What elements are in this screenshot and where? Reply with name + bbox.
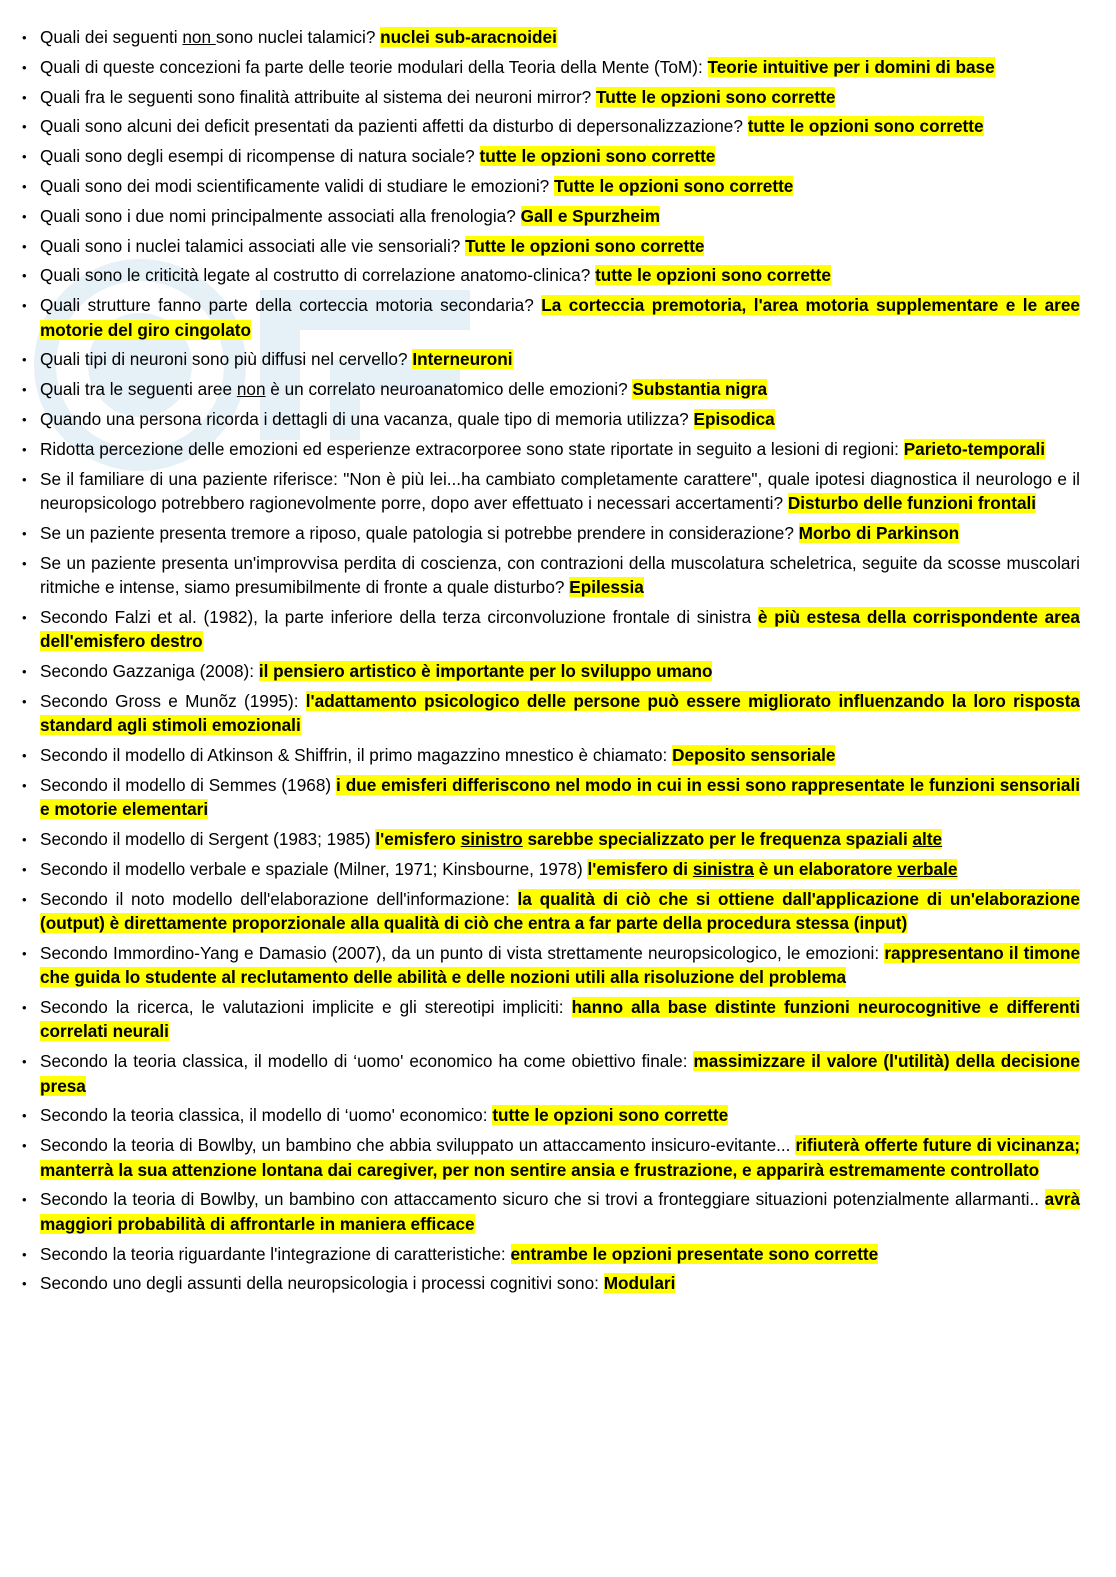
text-segment: Ridotta percezione delle emozioni ed esperienze extracorporee sono state riportate in seguito a lesioni di regioni: bbox=[40, 438, 899, 459]
text-segment: Se un paziente presenta un'improvvisa perdita di coscienza, con contrazioni della muscolatura scheletrica, seguite da scosse muscolari ritmiche e intense, siamo presumibilmente di fronte a quale disturbo? bbox=[40, 552, 1080, 597]
bullet-icon: • bbox=[22, 945, 27, 961]
highlighted-answer bbox=[492, 1105, 728, 1125]
list-item bbox=[22, 1133, 1080, 1182]
text-segment: Episodica bbox=[693, 408, 775, 429]
text-segment: tutte le opzioni sono corrette bbox=[479, 146, 716, 167]
highlighted-answer bbox=[259, 661, 713, 681]
text-segment: avrà maggiori probabilità di affrontarle in maniera efficace bbox=[40, 1189, 1081, 1234]
bullet-icon: • bbox=[22, 382, 27, 398]
highlighted-answer bbox=[380, 27, 557, 47]
highlighted-answer bbox=[748, 116, 984, 136]
text-segment: Quali dei seguenti bbox=[40, 27, 183, 47]
question-text bbox=[40, 859, 583, 879]
question-text bbox=[40, 1189, 1039, 1209]
question-text bbox=[40, 1244, 506, 1264]
question-text bbox=[40, 1051, 687, 1071]
list-item bbox=[22, 25, 1080, 49]
underlined-text: non bbox=[182, 27, 216, 47]
text-segment: Quando una persona ricorda i dettagli di una vacanza, quale tipo di memoria utilizza? bbox=[40, 408, 689, 429]
bullet-icon: • bbox=[22, 777, 27, 793]
bullet-icon: • bbox=[22, 609, 27, 625]
list-item bbox=[22, 773, 1080, 822]
bullet-icon: • bbox=[22, 298, 27, 314]
list-item bbox=[22, 377, 1080, 401]
bullet-icon: • bbox=[22, 525, 27, 541]
list-item bbox=[22, 263, 1080, 287]
highlighted-answer bbox=[465, 236, 704, 256]
list-item bbox=[22, 204, 1080, 228]
list-item bbox=[22, 1187, 1080, 1236]
text-segment: Secondo il modello di Atkinson & Shiffrin, il primo magazzino mnestico è chiamato: bbox=[40, 744, 668, 765]
text-segment: sono nuclei talamici? bbox=[215, 27, 376, 47]
bullet-icon: • bbox=[22, 119, 27, 135]
question-text bbox=[40, 829, 371, 849]
list-item bbox=[22, 941, 1080, 990]
list-item bbox=[22, 407, 1080, 431]
bullet-icon: • bbox=[22, 1108, 27, 1124]
text-segment: Quali sono degli esempi di ricompense di natura sociale? bbox=[40, 146, 475, 167]
text-segment: la qualità di ciò che si ottiene dall'applicazione di un'elaborazione (output) è direttamente proporzionale alla qualità di ciò che entra a far parte della procedura stessa (input) bbox=[40, 888, 1080, 933]
question-text bbox=[40, 889, 510, 909]
bullet-icon: • bbox=[22, 693, 27, 709]
highlighted-answer bbox=[604, 1273, 676, 1293]
list-item bbox=[22, 1242, 1080, 1266]
text-segment: Teorie intuitive per i domini di base bbox=[707, 56, 995, 77]
question-text bbox=[40, 691, 298, 711]
text-segment: è un correlato neuroanatomico delle emozioni? bbox=[265, 379, 628, 400]
text-segment: il pensiero artistico è importante per lo sviluppo umano bbox=[258, 660, 713, 681]
question-answer-list bbox=[22, 25, 1080, 1301]
text-segment: Secondo la ricerca, le valutazioni implicite e gli stereotipi impliciti: bbox=[40, 996, 564, 1017]
highlighted-answer bbox=[799, 523, 959, 543]
highlighted-answer bbox=[587, 859, 957, 879]
text-segment: Quali sono le criticità legate al costrutto di correlazione anatomo-clinica? bbox=[40, 265, 591, 286]
highlighted-answer bbox=[708, 57, 995, 77]
list-item bbox=[22, 293, 1080, 342]
text-segment: Secondo la teoria classica, il modello di ‘uomo' economico: bbox=[40, 1105, 488, 1126]
text-segment: hanno alla base distinte funzioni neurocognitive e differenti correlati neurali bbox=[40, 996, 1080, 1042]
text-segment: Secondo la teoria di Bowlby, un bambino che abbia sviluppato un attaccamento insicuro-evitante... bbox=[40, 1135, 791, 1156]
bullet-icon: • bbox=[22, 411, 27, 427]
text-segment: entrambe le opzioni presentate sono corrette bbox=[510, 1243, 879, 1264]
bullet-icon: • bbox=[22, 1276, 27, 1292]
question-text bbox=[40, 1135, 790, 1155]
text-segment: Secondo la teoria di Bowlby, un bambino con attaccamento sicuro che si trovi a fronteggiare situazioni potenzialmente allarmanti.. bbox=[40, 1189, 1040, 1210]
question-text bbox=[40, 236, 460, 256]
question-text bbox=[40, 997, 564, 1017]
question-text bbox=[40, 265, 590, 285]
text-segment: Secondo la teoria classica, il modello di ‘uomo' economico ha come obiettivo finale: bbox=[40, 1051, 688, 1072]
bullet-icon: • bbox=[22, 1054, 27, 1070]
question-text bbox=[40, 1105, 488, 1125]
text-segment: tutte le opzioni sono corrette bbox=[492, 1105, 729, 1126]
text-segment: nuclei sub-aracnoidei bbox=[380, 27, 557, 47]
list-item bbox=[22, 995, 1080, 1044]
list-item bbox=[22, 437, 1080, 461]
text-segment: i due emisferi differiscono nel modo in cui in essi sono rappresentate le funzioni sensoriali e motorie elementari bbox=[40, 774, 1080, 820]
question-text bbox=[40, 206, 516, 226]
list-item bbox=[22, 55, 1080, 79]
text-segment: massimizzare il valore (l'utilità) della decisione presa bbox=[40, 1051, 1080, 1096]
highlighted-answer bbox=[569, 577, 644, 597]
list-item bbox=[22, 347, 1080, 371]
bullet-icon: • bbox=[22, 747, 27, 763]
list-item bbox=[22, 1049, 1080, 1098]
bullet-icon: • bbox=[22, 178, 27, 194]
text-segment: è più estesa della corrispondente area dell'emisfero destro bbox=[40, 606, 1080, 652]
question-text bbox=[40, 1273, 599, 1293]
list-item bbox=[22, 689, 1080, 738]
bullet-icon: • bbox=[22, 268, 27, 284]
text-segment: Modulari bbox=[603, 1273, 676, 1294]
highlighted-answer bbox=[412, 349, 512, 369]
text-segment: Secondo il modello verbale e spaziale (Milner, 1971; Kinsbourne, 1978) bbox=[40, 858, 583, 879]
bullet-icon: • bbox=[22, 471, 27, 487]
highlighted-answer bbox=[672, 745, 835, 765]
bullet-icon: • bbox=[22, 1192, 27, 1208]
question-text bbox=[40, 745, 667, 765]
question-text bbox=[40, 439, 899, 459]
text-segment: Secondo Gross e Munõz (1995): bbox=[40, 690, 299, 711]
text-segment: Quali tipi di neuroni sono più diffusi nel cervello? bbox=[40, 349, 408, 370]
text-segment: l'adattamento psicologico delle persone può essere migliorato influenzando la loro risposta standard agli stimoli emozionali bbox=[40, 690, 1080, 736]
question-text bbox=[40, 27, 375, 47]
text-segment: Quali strutture fanno parte della corteccia motoria secondaria? bbox=[40, 295, 534, 316]
bullet-icon: • bbox=[22, 1246, 27, 1262]
text-segment: La corteccia premotoria, l'area motoria supplementare e le aree motorie del giro cingolato bbox=[40, 295, 1080, 340]
highlighted-answer bbox=[521, 206, 660, 226]
text-segment: rappresentano il timone che guida lo studente al reclutamento delle abilità e delle nozioni utili alla risoluzione del problema bbox=[40, 942, 1081, 988]
text-segment: l'emisfero bbox=[375, 828, 461, 849]
question-text bbox=[40, 661, 254, 681]
text-segment: Substantia nigra bbox=[632, 379, 768, 400]
text-segment: Tutte le opzioni sono corrette bbox=[554, 175, 794, 196]
list-item bbox=[22, 605, 1080, 654]
bullet-icon: • bbox=[22, 861, 27, 877]
question-text bbox=[40, 775, 331, 795]
question-text bbox=[40, 176, 549, 196]
bullet-icon: • bbox=[22, 1138, 27, 1154]
bullet-icon: • bbox=[22, 441, 27, 457]
underlined-text: alte bbox=[912, 828, 943, 849]
text-segment: Se il familiare di una paziente riferisce: "Non è più lei...ha cambiato completamente carattere", quale ipotesi diagnostica il neurologo e il neuropsicologo potrebbero ragionevolmente porre, dopo aver effettuato i necessari accertamenti? bbox=[40, 468, 1080, 513]
question-text bbox=[40, 116, 743, 136]
bullet-icon: • bbox=[22, 238, 27, 254]
bullet-icon: • bbox=[22, 59, 27, 75]
list-item bbox=[22, 1103, 1080, 1127]
bullet-icon: • bbox=[22, 352, 27, 368]
bullet-icon: • bbox=[22, 555, 27, 571]
underlined-text: sinistro bbox=[460, 828, 523, 849]
text-segment: Interneuroni bbox=[412, 349, 513, 370]
text-segment: Quali sono i nuclei talamici associati alle vie sensoriali? bbox=[40, 235, 461, 256]
question-text bbox=[40, 379, 628, 399]
question-text bbox=[40, 295, 534, 315]
highlighted-answer bbox=[554, 176, 793, 196]
list-item bbox=[22, 85, 1080, 109]
text-segment: Epilessia bbox=[569, 576, 644, 597]
bullet-icon: • bbox=[22, 30, 27, 45]
highlighted-answer bbox=[694, 409, 775, 429]
question-text bbox=[40, 607, 751, 627]
list-item bbox=[22, 174, 1080, 198]
text-segment: Parieto-temporali bbox=[903, 438, 1046, 459]
list-item bbox=[22, 743, 1080, 767]
text-segment: Quali sono i due nomi principalmente associati alla frenologia? bbox=[40, 205, 516, 226]
question-text bbox=[40, 87, 591, 107]
text-segment: Secondo il noto modello dell'elaborazione dell'informazione: bbox=[40, 888, 510, 909]
text-segment: Deposito sensoriale bbox=[672, 744, 836, 765]
text-segment: Secondo Gazzaniga (2008): bbox=[40, 660, 255, 681]
highlighted-answer bbox=[511, 1244, 879, 1264]
text-segment: Secondo Falzi et al. (1982), la parte inferiore della terza circonvoluzione frontale di sinistra bbox=[40, 606, 752, 627]
bullet-icon: • bbox=[22, 891, 27, 907]
question-text bbox=[40, 57, 703, 77]
list-item bbox=[22, 551, 1080, 600]
question-text bbox=[40, 146, 475, 166]
text-segment: Tutte le opzioni sono corrette bbox=[465, 235, 705, 256]
bullet-icon: • bbox=[22, 149, 27, 165]
text-segment: Quali sono dei modi scientificamente validi di studiare le emozioni? bbox=[40, 175, 550, 196]
text-segment: Se un paziente presenta tremore a riposo, quale patologia si potrebbe prendere in considerazione? bbox=[40, 522, 794, 543]
underlined-text: sinistra bbox=[692, 858, 754, 879]
highlighted-answer bbox=[632, 379, 767, 399]
text-segment: Morbo di Parkinson bbox=[798, 522, 960, 543]
highlighted-answer bbox=[788, 493, 1036, 513]
list-item bbox=[22, 659, 1080, 683]
text-segment: Quali tra le seguenti aree bbox=[40, 379, 237, 400]
bullet-icon: • bbox=[22, 999, 27, 1015]
list-item bbox=[22, 467, 1080, 516]
text-segment: Secondo la teoria riguardante l'integrazione di caratteristiche: bbox=[40, 1243, 506, 1264]
text-segment: l'emisfero di bbox=[587, 858, 693, 879]
text-segment: Secondo il modello di Semmes (1968) bbox=[40, 774, 332, 795]
highlighted-answer bbox=[595, 265, 831, 285]
highlighted-answer bbox=[480, 146, 716, 166]
list-item bbox=[22, 144, 1080, 168]
list-item bbox=[22, 887, 1080, 936]
question-text bbox=[40, 943, 879, 963]
text-segment: Quali di queste concezioni fa parte delle teorie modulari della Teoria della Mente (ToM): bbox=[40, 56, 703, 77]
text-segment: Gall e Spurzheim bbox=[520, 205, 661, 226]
bullet-icon: • bbox=[22, 208, 27, 224]
question-text bbox=[40, 523, 794, 543]
underlined-text: verbale bbox=[897, 858, 958, 879]
text-segment: Quali fra le seguenti sono finalità attribuite al sistema dei neuroni mirror? bbox=[40, 86, 592, 107]
question-text bbox=[40, 409, 689, 429]
text-segment: Secondo uno degli assunti della neuropsicologia i processi cognitivi sono: bbox=[40, 1273, 599, 1294]
highlighted-answer bbox=[904, 439, 1045, 459]
list-item bbox=[22, 1271, 1080, 1295]
question-text bbox=[40, 349, 408, 369]
list-item bbox=[22, 114, 1080, 138]
list-item bbox=[22, 827, 1080, 851]
text-segment: tutte le opzioni sono corrette bbox=[595, 265, 831, 286]
bullet-icon: • bbox=[22, 89, 27, 105]
text-segment: Disturbo delle funzioni frontali bbox=[787, 492, 1037, 513]
text-segment: Secondo Immordino-Yang e Damasio (2007), da un punto di vista strettamente neuropsicologico, le emozioni: bbox=[40, 942, 880, 963]
text-segment: sarebbe specializzato per le frequenza spaziali bbox=[522, 828, 913, 849]
highlighted-answer bbox=[375, 829, 942, 849]
question-text bbox=[40, 553, 1080, 597]
text-segment: Secondo il modello di Sergent (1983; 1985) bbox=[40, 828, 371, 849]
underlined-text: non bbox=[236, 379, 266, 400]
list-item bbox=[22, 234, 1080, 258]
text-segment: Quali sono alcuni dei deficit presentati da pazienti affetti da disturbo di depersonalizzazione? bbox=[40, 116, 743, 137]
text-segment: rifiuterà offerte future di vicinanza; manterrà la sua attenzione lontana dai caregiver, per non sentire ansia e frustrazione, e apparirà estremamente controllato bbox=[40, 1135, 1080, 1180]
text-segment: tutte le opzioni sono corrette bbox=[747, 116, 984, 137]
text-segment: Tutte le opzioni sono corrette bbox=[596, 86, 836, 107]
highlighted-answer bbox=[596, 87, 835, 107]
list-item bbox=[22, 857, 1080, 881]
bullet-icon: • bbox=[22, 831, 27, 847]
text-segment: è un elaboratore bbox=[753, 858, 898, 879]
list-item bbox=[22, 521, 1080, 545]
bullet-icon: • bbox=[22, 663, 27, 679]
